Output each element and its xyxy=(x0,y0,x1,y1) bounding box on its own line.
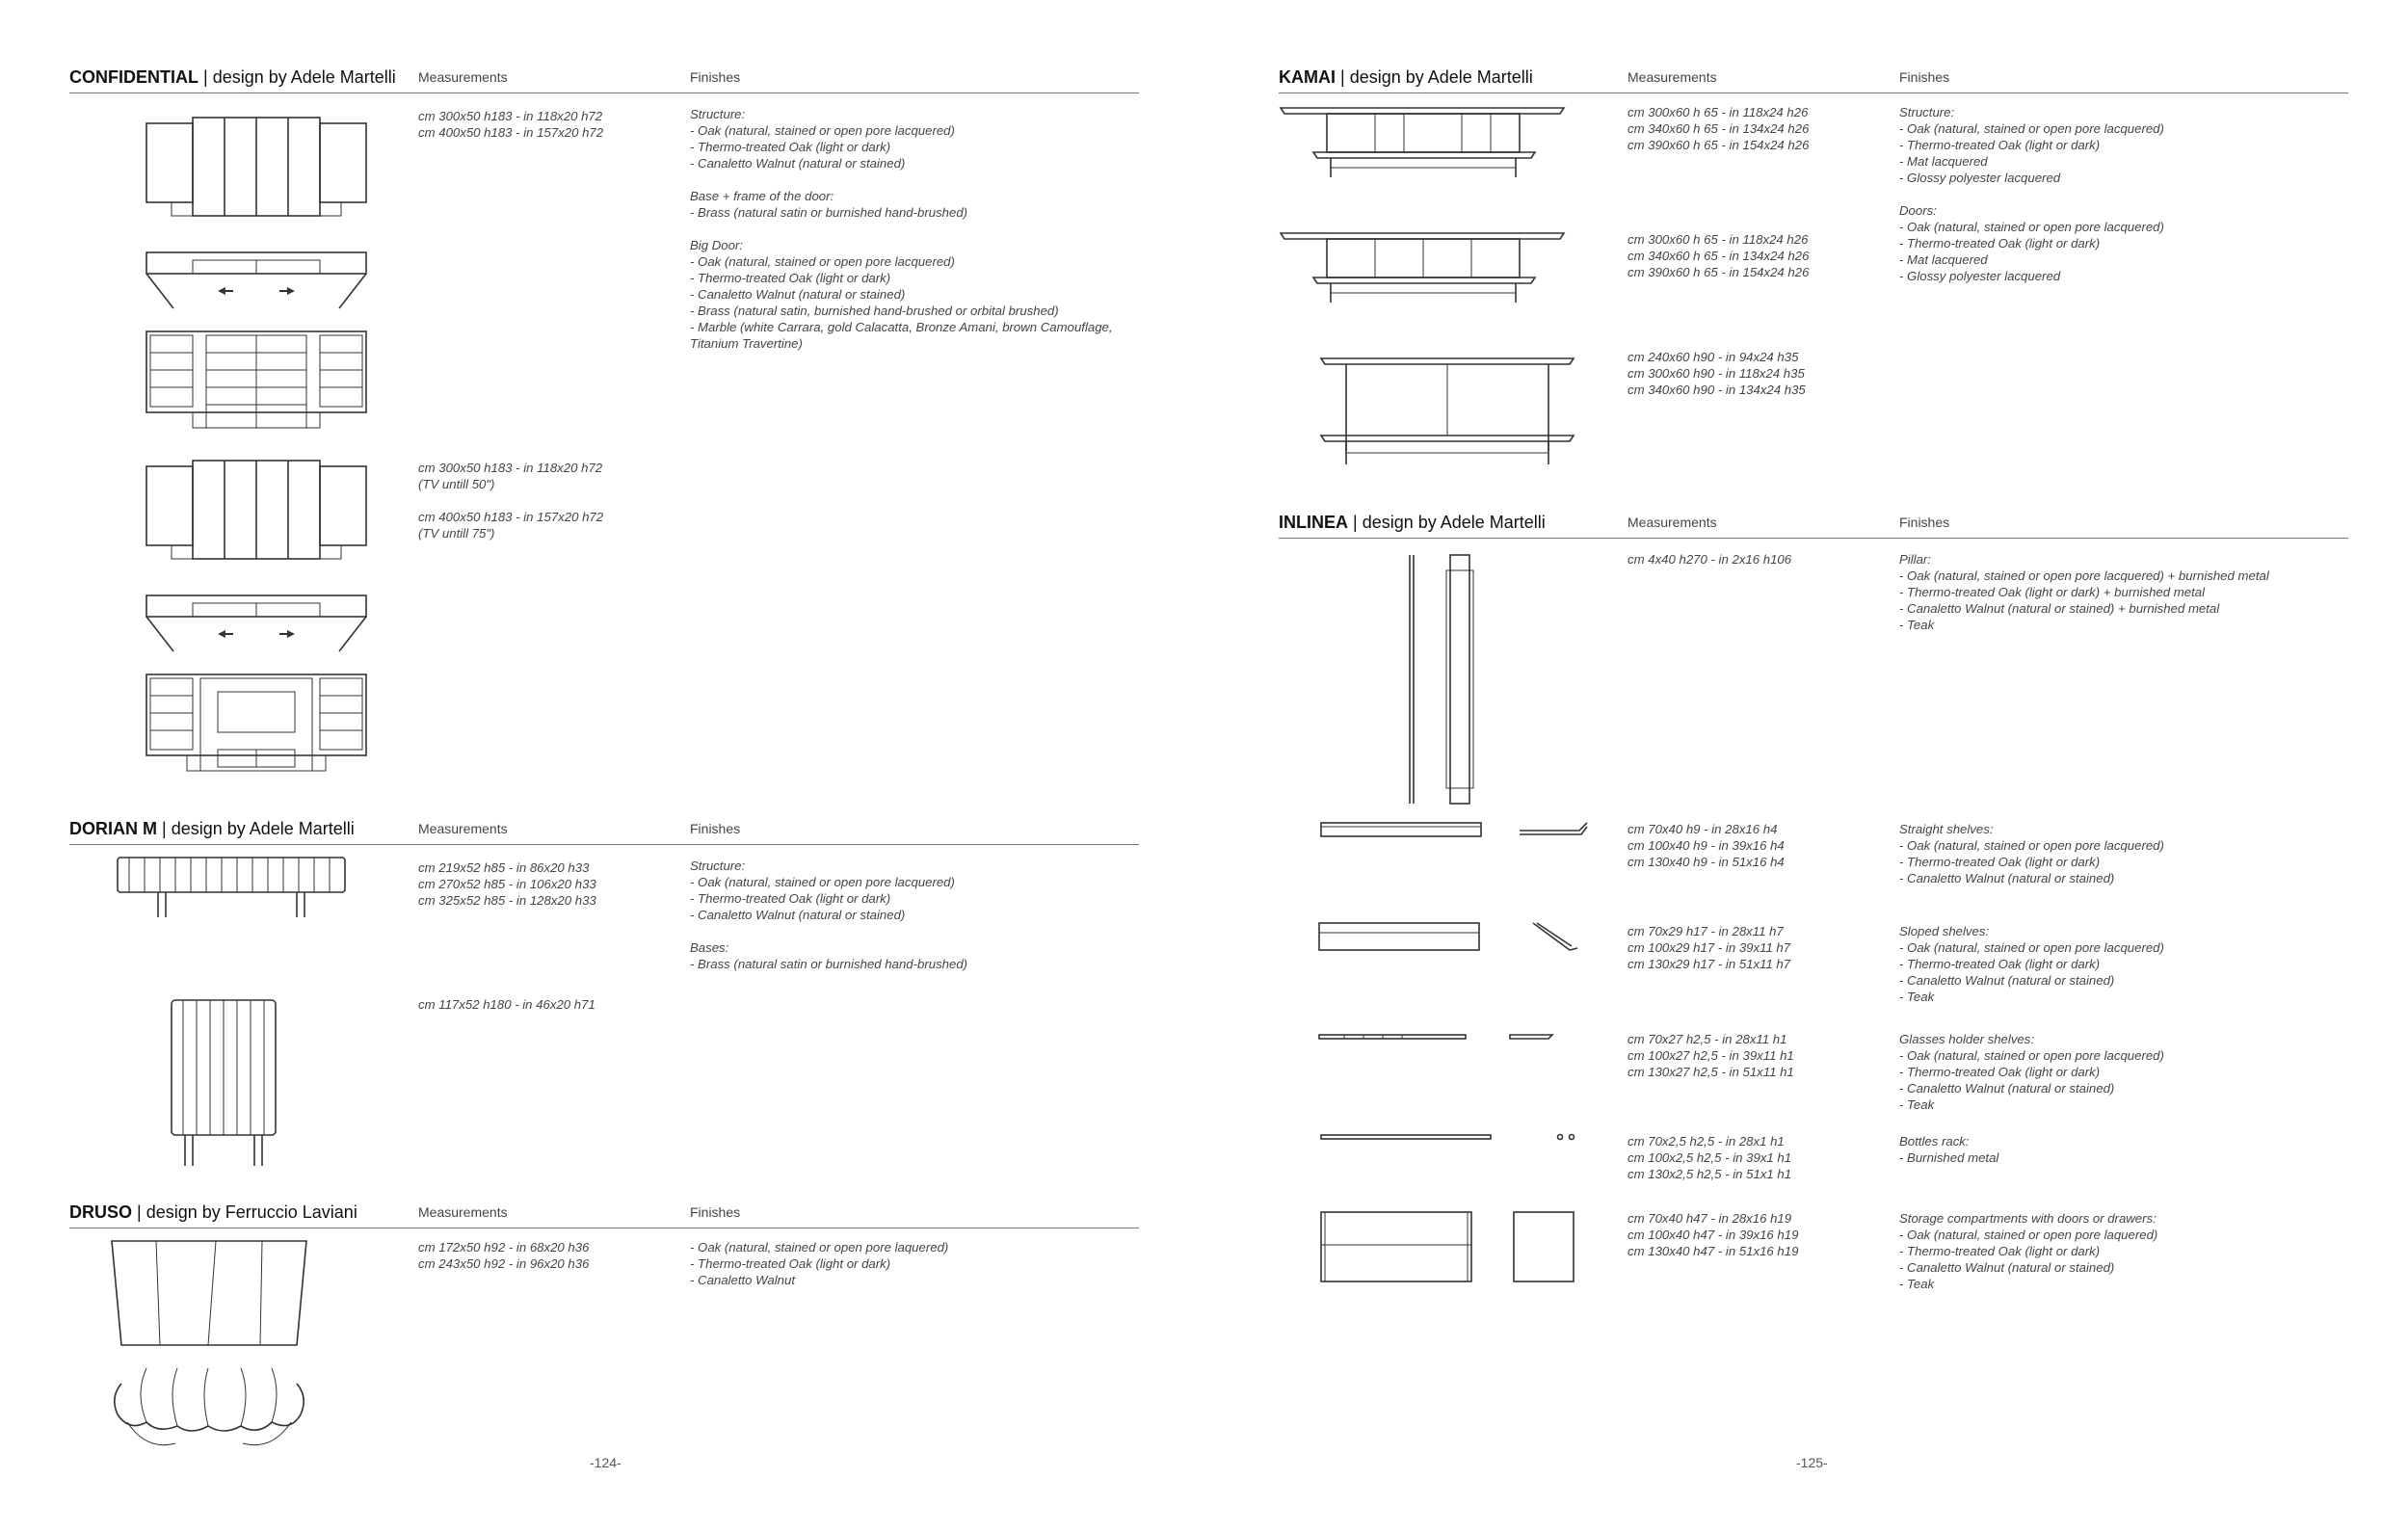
inlinea-glasses-shelf-drawing xyxy=(1317,1027,1606,1046)
section-title xyxy=(69,67,396,88)
confidential-top-view-drawing xyxy=(145,251,368,318)
finishes-text: Sloped shelves: - Oak (natural, stained or open pore lacquered) - Thermo-treated Oak (light or dark) - Canaletto Walnut (natural or stained) - Teak xyxy=(1899,924,2164,1004)
inlinea-sloped-shelf-drawing xyxy=(1317,919,1606,958)
finishes-text: Structure: - Oak (natural, stained or open pore lacquered) - Thermo-treated Oak (light or dark) - Canaletto Walnut (natural or stained) Bases: - Brass (natural satin or burnished hand-brushed) xyxy=(690,858,968,971)
finishes-text: Straight shelves: - Oak (natural, stained or open pore lacquered) - Thermo-treated Oak (light or dark) - Canaletto Walnut (natural or stained) xyxy=(1899,822,2164,885)
measurements-text: cm 70x40 h47 - in 28x16 h19 cm 100x40 h47 - in 39x16 h19 cm 130x40 h47 - in 51x16 h19 xyxy=(1627,1211,1799,1258)
confidential-front-closed-drawing xyxy=(145,116,368,222)
measurements-text: cm 117x52 h180 - in 46x20 h71 xyxy=(418,997,595,1012)
measurements-text: cm 300x60 h 65 - in 118x24 h26 cm 340x60 h 65 - in 134x24 h26 cm 390x60 h 65 - in 154x24 h26 xyxy=(1627,232,1810,279)
designer-credit: | design by Ferruccio Laviani xyxy=(137,1202,357,1222)
confidential-tv-front-open-drawing xyxy=(145,673,368,773)
section-title xyxy=(1279,513,1546,533)
confidential-tv-top-view-drawing xyxy=(145,594,368,661)
page-number: -125- xyxy=(1796,1455,1828,1470)
measurements-text: cm 70x2,5 h2,5 - in 28x1 h1 cm 100x2,5 h2,5 - in 39x1 h1 cm 130x2,5 h2,5 - in 51x1 h1 xyxy=(1627,1134,1792,1181)
confidential-tv-front-closed-drawing xyxy=(145,459,368,565)
measurements-text: cm 219x52 h85 - in 86x20 h33 cm 270x52 h85 - in 106x20 h33 cm 325x52 h85 - in 128x20 h33 xyxy=(418,860,596,908)
section-header xyxy=(69,817,1139,845)
finishes-text: Bottles rack: - Burnished metal xyxy=(1899,1134,1999,1165)
druso-front-drawing xyxy=(108,1239,310,1353)
finishes-text: Glasses holder shelves: - Oak (natural, stained or open pore lacquered) - Thermo-treated Oak (light or dark) - Canaletto Walnut (natural or stained) - Teak xyxy=(1899,1032,2164,1112)
inlinea-bottles-rack-drawing xyxy=(1317,1127,1606,1147)
measurements-label: Measurements xyxy=(1627,515,1717,530)
product-name: KAMAI xyxy=(1279,67,1336,87)
dorian-m-sideboard-drawing xyxy=(116,856,347,923)
measurements-text: cm 4x40 h270 - in 2x16 h106 xyxy=(1627,552,1792,567)
product-name: CONFIDENTIAL xyxy=(69,67,198,87)
measurements-text: cm 172x50 h92 - in 68x20 h36 cm 243x50 h92 - in 96x20 h36 xyxy=(418,1240,590,1271)
druso-plan-drawing xyxy=(108,1364,310,1449)
right-page xyxy=(1204,0,2408,1532)
measurements-text: cm 70x29 h17 - in 28x11 h7 cm 100x29 h17 - in 39x11 h7 cm 130x29 h17 - in 51x11 h7 xyxy=(1627,924,1791,971)
finishes-text: Structure: - Oak (natural, stained or open pore lacquered) - Thermo-treated Oak (light or dark) - Canaletto Walnut (natural or stained) Base + frame of the door: - Brass (natural satin or burnished hand-brushed) Big Door: - Oak (natural, stained or open pore lacquered) - Thermo-treated Oak (light or dark) - Canaletto Walnut (natural or stained) - Brass (natural satin, burnished hand-brushed or orbital brushed) - Marble (white Carrara, gold Calacatta, Bronze Amani, brown Camouflage, Titanium Travertine) xyxy=(690,107,1113,351)
section-title xyxy=(69,1202,357,1223)
section-title xyxy=(1279,67,1533,88)
page-number: -124- xyxy=(590,1455,622,1470)
product-name: INLINEA xyxy=(1279,513,1348,532)
section-header xyxy=(1279,511,2348,539)
measurements-text: cm 240x60 h90 - in 94x24 h35 cm 300x60 h90 - in 118x24 h35 cm 340x60 h90 - in 134x24 h35 xyxy=(1627,350,1806,397)
product-name: DRUSO xyxy=(69,1202,133,1222)
measurements-text: cm 70x40 h9 - in 28x16 h4 cm 100x40 h9 - in 39x16 h4 cm 130x40 h9 - in 51x16 h4 xyxy=(1627,822,1785,869)
kamai-high-unit-drawing xyxy=(1317,355,1577,470)
finishes-text: Storage compartments with doors or drawers: - Oak (natural, stained or open pore laquered) - Thermo-treated Oak (light or dark) - Canaletto Walnut (natural or stained) - Teak xyxy=(1899,1211,2158,1291)
kamai-low-unit-doors-drawing xyxy=(1279,229,1568,306)
confidential-front-open-drawing xyxy=(145,330,368,430)
finishes-label: Finishes xyxy=(1899,515,1950,530)
finishes-label: Finishes xyxy=(690,69,741,85)
finishes-label: Finishes xyxy=(1899,69,1950,85)
finishes-text: Pillar: - Oak (natural, stained or open pore lacquered) + burnished metal - Thermo-treated Oak (light or dark) + burnished metal - Canaletto Walnut (natural or stained) + burnished metal - Teak xyxy=(1899,552,2269,632)
section-header xyxy=(69,1201,1139,1228)
finishes-label: Finishes xyxy=(690,1204,741,1220)
section-dorian-m xyxy=(69,817,1139,1174)
measurements-label: Measurements xyxy=(418,69,508,85)
measurements-text: cm 300x50 h183 - in 118x20 h72 cm 400x50 h183 - in 157x20 h72 xyxy=(418,109,604,140)
kamai-low-unit-drawing xyxy=(1279,104,1568,181)
section-header xyxy=(1279,66,2348,93)
measurements-label: Measurements xyxy=(418,821,508,836)
section-inlinea xyxy=(1279,511,2348,1310)
designer-credit: | design by Adele Martelli xyxy=(162,819,355,838)
designer-credit: | design by Adele Martelli xyxy=(203,67,396,87)
measurements-text: cm 300x60 h 65 - in 118x24 h26 cm 340x60 h 65 - in 134x24 h26 cm 390x60 h 65 - in 154x24 h26 xyxy=(1627,105,1810,152)
section-kamai xyxy=(1279,66,2348,480)
section-header xyxy=(69,66,1139,93)
measurements-label: Measurements xyxy=(418,1204,508,1220)
inlinea-storage-compartment-drawing xyxy=(1317,1208,1606,1285)
inlinea-pillar-drawing xyxy=(1394,551,1491,807)
section-confidential xyxy=(69,66,1139,779)
section-title xyxy=(69,819,355,839)
measurements-text: cm 300x50 h183 - in 118x20 h72 (TV untill 50") cm 400x50 h183 - in 157x20 h72 (TV untill 75") xyxy=(418,461,604,541)
measurements-label: Measurements xyxy=(1627,69,1717,85)
designer-credit: | design by Adele Martelli xyxy=(1353,513,1546,532)
finishes-text: Structure: - Oak (natural, stained or open pore lacquered) - Thermo-treated Oak (light or dark) - Mat lacquered - Glossy polyester lacquered Doors: - Oak (natural, stained or open pore lacquered) - Thermo-treated Oak (light or dark) - Mat lacquered - Glossy polyester lacquered xyxy=(1899,105,2164,283)
measurements-text: cm 70x27 h2,5 - in 28x11 h1 cm 100x27 h2,5 - in 39x11 h1 cm 130x27 h2,5 - in 51x11 h1 xyxy=(1627,1032,1794,1079)
finishes-label: Finishes xyxy=(690,821,741,836)
product-name: DORIAN M xyxy=(69,819,157,838)
inlinea-straight-shelf-drawing xyxy=(1317,817,1606,846)
designer-credit: | design by Adele Martelli xyxy=(1340,67,1533,87)
dorian-m-tall-cabinet-drawing xyxy=(166,998,281,1168)
finishes-text: - Oak (natural, stained or open pore laquered) - Thermo-treated Oak (light or dark) - Canaletto Walnut xyxy=(690,1240,949,1287)
section-druso xyxy=(69,1201,1139,1451)
